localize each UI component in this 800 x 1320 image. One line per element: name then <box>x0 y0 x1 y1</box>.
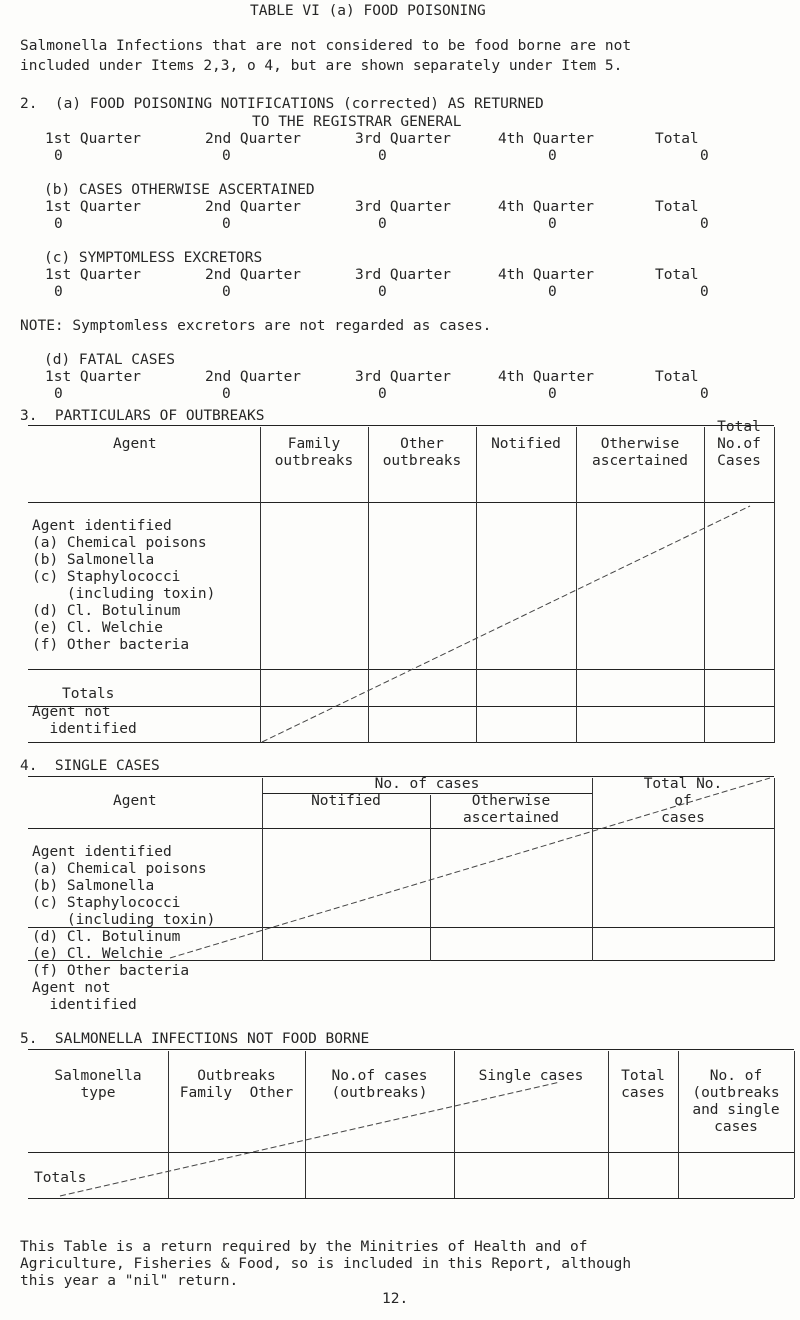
quarter-label-1: 1st Quarter <box>45 131 142 147</box>
a-value-q1: 0 <box>54 148 63 164</box>
quarter-label-1: 1st Quarter <box>45 369 142 385</box>
b-value-total: 0 <box>700 216 709 232</box>
a-value-q2: 0 <box>222 148 231 164</box>
s5-col-outbreaks-2: Family Other <box>179 1085 294 1101</box>
quarter-label-1: 1st Quarter <box>45 199 142 215</box>
s4-col-otherwise-2: ascertained <box>462 810 560 826</box>
row-agent-not-2: identified <box>32 721 137 737</box>
row-agent-not: Agent not <box>32 704 111 720</box>
s4-row-agent-not: Agent not <box>32 980 111 996</box>
intro-line-2: included under Items 2,3, o 4, but are shown separately under Item 5. <box>20 58 623 74</box>
row-staphylococci: (c) Staphylococci <box>32 569 181 585</box>
section5-heading: 5. SALMONELLA INFECTIONS NOT FOOD BORNE <box>20 1031 370 1047</box>
s4-col-no-cases: No. of cases <box>374 776 480 792</box>
page-number: 12. <box>382 1291 409 1307</box>
quarter-label-total: Total <box>655 131 699 147</box>
s5-col-type: Salmonella <box>54 1068 142 1084</box>
d-value-total: 0 <box>700 386 709 402</box>
d-value-q3: 0 <box>378 386 387 402</box>
s5-col-no-outbreaks-4: cases <box>714 1119 758 1135</box>
quarter-label-2: 2nd Quarter <box>205 199 302 215</box>
quarter-label-4: 4th Quarter <box>498 369 595 385</box>
quarter-label-2: 2nd Quarter <box>205 267 302 283</box>
s4-col-otherwise: Otherwise <box>471 793 551 809</box>
col-total-3: Cases <box>717 453 761 469</box>
s5-col-no-outbreaks: No. of <box>709 1068 763 1084</box>
quarter-label-total: Total <box>655 369 699 385</box>
s5-col-no-cases-2: (outbreaks) <box>331 1085 428 1101</box>
s5-col-no-outbreaks-3: and single <box>692 1102 780 1118</box>
s5-row-totals: Totals <box>34 1170 87 1186</box>
c-value-q4: 0 <box>548 284 557 300</box>
col-other-2: outbreaks <box>382 453 462 469</box>
quarter-label-4: 4th Quarter <box>498 131 595 147</box>
d-value-q1: 0 <box>54 386 63 402</box>
col-family-2: outbreaks <box>274 453 354 469</box>
s4-col-total: Total No. <box>643 776 723 792</box>
s5-col-total: Total <box>621 1068 665 1084</box>
intro-line-1: Salmonella Infections that are not considered to be food borne are not <box>20 38 632 54</box>
s5-col-total-2: cases <box>621 1085 665 1101</box>
s4-row-agent-identified: Agent identified <box>32 844 172 860</box>
page-title: TABLE VI (a) FOOD POISONING <box>250 3 486 19</box>
section2-heading: 2. (a) FOOD POISONING NOTIFICATIONS (corrected) AS RETURNED <box>20 96 544 112</box>
c-value-total: 0 <box>700 284 709 300</box>
s5-col-single: Single cases <box>478 1068 584 1084</box>
c-value-q1: 0 <box>54 284 63 300</box>
col-other: Other <box>400 436 444 452</box>
footer-line-3: this year a "nil" return. <box>20 1273 239 1289</box>
s5-col-type-2: type <box>80 1085 116 1101</box>
row-totals: Totals <box>62 686 115 702</box>
footer-line-1: This Table is a return required by the Minitries of Health and of <box>20 1239 588 1255</box>
row-welchie: (e) Cl. Welchie <box>32 620 163 636</box>
col-otherwise-2: ascertained <box>591 453 689 469</box>
quarter-label-3: 3rd Quarter <box>355 199 452 215</box>
section4-heading: 4. SINGLE CASES <box>20 758 160 774</box>
row-chemical: (a) Chemical poisons <box>32 535 207 551</box>
quarter-label-total: Total <box>655 199 699 215</box>
quarter-label-4: 4th Quarter <box>498 199 595 215</box>
b-heading: (b) CASES OTHERWISE ASCERTAINED <box>44 182 315 198</box>
quarter-label-3: 3rd Quarter <box>355 267 452 283</box>
quarter-label-3: 3rd Quarter <box>355 369 452 385</box>
s4-col-total-2: of <box>674 793 692 809</box>
col-otherwise: Otherwise <box>600 436 680 452</box>
col-family: Family <box>287 436 341 452</box>
s4-col-agent: Agent <box>113 793 157 809</box>
b-value-q3: 0 <box>378 216 387 232</box>
quarter-label-total: Total <box>655 267 699 283</box>
note: NOTE: Symptomless excretors are not regarded as cases. <box>20 318 492 334</box>
a-value-q3: 0 <box>378 148 387 164</box>
d-value-q2: 0 <box>222 386 231 402</box>
s4-row-salmonella: (b) Salmonella <box>32 878 155 894</box>
section3-heading: 3. PARTICULARS OF OUTBREAKS <box>20 408 265 424</box>
s5-col-no-cases: No.of cases <box>331 1068 428 1084</box>
col-total: Total <box>717 419 761 435</box>
s4-row-welchie: (e) Cl. Welchie <box>32 946 163 962</box>
s4-row-botulinum: (d) Cl. Botulinum <box>32 929 181 945</box>
b-value-q2: 0 <box>222 216 231 232</box>
d-heading: (d) FATAL CASES <box>44 352 175 368</box>
row-including-toxin: (including toxin) <box>32 586 216 602</box>
row-salmonella: (b) Salmonella <box>32 552 155 568</box>
s4-row-chemical: (a) Chemical poisons <box>32 861 207 877</box>
s4-row-other-bacteria: (f) Other bacteria <box>32 963 190 979</box>
a-value-q4: 0 <box>548 148 557 164</box>
s4-col-notified: Notified <box>311 793 381 809</box>
quarter-label-4: 4th Quarter <box>498 267 595 283</box>
row-other-bacteria: (f) Other bacteria <box>32 637 190 653</box>
row-botulinum: (d) Cl. Botulinum <box>32 603 181 619</box>
b-value-q4: 0 <box>548 216 557 232</box>
s4-row-including-toxin: (including toxin) <box>32 912 216 928</box>
s4-row-staphylococci: (c) Staphylococci <box>32 895 181 911</box>
c-value-q3: 0 <box>378 284 387 300</box>
col-notified: Notified <box>491 436 561 452</box>
b-value-q1: 0 <box>54 216 63 232</box>
d-value-q4: 0 <box>548 386 557 402</box>
row-agent-identified: Agent identified <box>32 518 172 534</box>
col-total-2: No.of <box>717 436 761 452</box>
section2-subheading: TO THE REGISTRAR GENERAL <box>252 114 462 130</box>
c-heading: (c) SYMPTOMLESS EXCRETORS <box>44 250 263 266</box>
footer-line-2: Agriculture, Fisheries & Food, so is included in this Report, although <box>20 1256 632 1272</box>
s4-row-agent-not-2: identified <box>32 997 137 1013</box>
a-value-total: 0 <box>700 148 709 164</box>
col-agent: Agent <box>113 436 157 452</box>
quarter-label-2: 2nd Quarter <box>205 131 302 147</box>
s5-col-outbreaks: Outbreaks <box>197 1068 276 1084</box>
quarter-label-1: 1st Quarter <box>45 267 142 283</box>
s4-col-total-3: cases <box>661 810 705 826</box>
quarter-label-2: 2nd Quarter <box>205 369 302 385</box>
c-value-q2: 0 <box>222 284 231 300</box>
s5-col-no-outbreaks-2: (outbreaks <box>692 1085 780 1101</box>
quarter-label-3: 3rd Quarter <box>355 131 452 147</box>
